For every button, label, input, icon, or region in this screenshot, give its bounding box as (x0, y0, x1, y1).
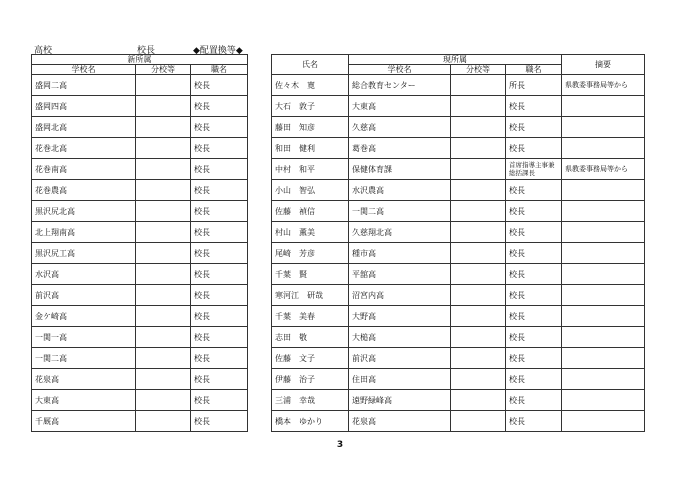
current-branch-cell (451, 264, 506, 285)
current-school-cell: 久慈高 (349, 117, 451, 138)
personnel-table (31, 54, 645, 432)
new-title-cell: 校長 (191, 264, 248, 285)
separator-cell (248, 369, 272, 390)
current-title-header: 職名 (506, 65, 562, 75)
new-school-cell: 水沢高 (32, 264, 136, 285)
table-row (32, 222, 645, 243)
new-school-cell: 一関二高 (32, 348, 136, 369)
separator-cell (248, 96, 272, 117)
name-cell: 佐々木 寛 (272, 75, 349, 96)
new-branch-cell (136, 285, 191, 306)
remarks-cell (562, 306, 645, 327)
header-category: 高校 (34, 46, 53, 56)
separator-cell (248, 75, 272, 96)
current-school-cell: 保健体育課 (349, 159, 451, 180)
current-school-cell: 大東高 (349, 96, 451, 117)
new-school-cell: 花巻北高 (32, 138, 136, 159)
current-affiliation-header: 現所属 (349, 55, 562, 65)
current-branch-cell (451, 138, 506, 159)
name-cell: 和田 健利 (272, 138, 349, 159)
new-branch-cell (136, 411, 191, 432)
table-row (32, 306, 645, 327)
new-title-cell: 校長 (191, 96, 248, 117)
new-branch-cell (136, 327, 191, 348)
new-branch-cell (136, 201, 191, 222)
name-cell: 大石 敦子 (272, 96, 349, 117)
name-cell: 橋本 ゆかり (272, 411, 349, 432)
current-school-cell: 遠野緑峰高 (349, 390, 451, 411)
new-title-cell: 校長 (191, 180, 248, 201)
name-cell: 志田 敬 (272, 327, 349, 348)
current-title-cell: 校長 (506, 369, 562, 390)
current-school-cell: 花泉高 (349, 411, 451, 432)
remarks-cell (562, 180, 645, 201)
new-title-cell: 校長 (191, 348, 248, 369)
current-branch-header: 分校等 (451, 65, 506, 75)
current-branch-cell (451, 222, 506, 243)
current-school-cell: 大槌高 (349, 327, 451, 348)
new-title-cell: 校長 (191, 138, 248, 159)
name-cell: 佐藤 禎信 (272, 201, 349, 222)
table-row (32, 390, 645, 411)
name-header: 氏名 (272, 55, 349, 75)
table-row (32, 243, 645, 264)
header-note: ◆配置換等◆ (193, 46, 243, 56)
current-school-cell: 葛巻高 (349, 138, 451, 159)
remarks-cell (562, 348, 645, 369)
remarks-cell: 県教委事務局等から (562, 75, 645, 96)
new-title-cell: 校長 (191, 327, 248, 348)
name-cell: 伊藤 治子 (272, 369, 349, 390)
table-row (32, 180, 645, 201)
new-school-cell: 大東高 (32, 390, 136, 411)
current-title-cell: 校長 (506, 117, 562, 138)
current-branch-cell (451, 369, 506, 390)
current-branch-cell (451, 306, 506, 327)
name-cell: 寒河江 研哉 (272, 285, 349, 306)
separator-cell (248, 159, 272, 180)
new-branch-cell (136, 264, 191, 285)
remarks-cell (562, 327, 645, 348)
remarks-cell (562, 369, 645, 390)
current-title-cell: 校長 (506, 306, 562, 327)
current-school-cell: 住田高 (349, 369, 451, 390)
current-branch-cell (451, 75, 506, 96)
current-school-cell: 種市高 (349, 243, 451, 264)
new-title-cell: 校長 (191, 243, 248, 264)
separator-cell (248, 138, 272, 159)
new-school-header: 学校名 (32, 65, 136, 75)
new-branch-cell (136, 96, 191, 117)
new-school-cell: 盛岡二高 (32, 75, 136, 96)
new-branch-cell (136, 243, 191, 264)
table-row (32, 411, 645, 432)
remarks-cell (562, 201, 645, 222)
separator-cell (248, 306, 272, 327)
new-school-cell: 金ケ崎高 (32, 306, 136, 327)
new-title-header: 職名 (191, 65, 248, 75)
current-branch-cell (451, 201, 506, 222)
name-cell: 中村 和平 (272, 159, 349, 180)
separator-cell (248, 180, 272, 201)
current-title-cell: 校長 (506, 243, 562, 264)
header-position: 校長 (137, 46, 156, 56)
separator-cell (248, 285, 272, 306)
current-school-cell: 一関二高 (349, 201, 451, 222)
remarks-cell (562, 138, 645, 159)
new-branch-cell (136, 348, 191, 369)
current-title-cell: 校長 (506, 180, 562, 201)
remarks-cell (562, 411, 645, 432)
new-branch-cell (136, 159, 191, 180)
new-school-cell: 黒沢尻北高 (32, 201, 136, 222)
new-school-cell: 前沢高 (32, 285, 136, 306)
table-row (32, 348, 645, 369)
new-title-cell: 校長 (191, 75, 248, 96)
new-school-cell: 千厩高 (32, 411, 136, 432)
remarks-cell (562, 285, 645, 306)
remarks-header: 摘要 (562, 55, 645, 75)
current-title-cell: 校長 (506, 411, 562, 432)
current-branch-cell (451, 285, 506, 306)
current-school-cell: 沼宮内高 (349, 285, 451, 306)
current-branch-cell (451, 96, 506, 117)
new-school-cell: 一関一高 (32, 327, 136, 348)
table-row (32, 327, 645, 348)
name-cell: 千葉 賢 (272, 264, 349, 285)
current-school-cell: 平舘高 (349, 264, 451, 285)
name-cell: 佐藤 文子 (272, 348, 349, 369)
current-branch-cell (451, 348, 506, 369)
new-school-cell: 盛岡北高 (32, 117, 136, 138)
table-row (32, 264, 645, 285)
separator-cell (248, 411, 272, 432)
current-title-cell: 校長 (506, 264, 562, 285)
current-school-cell: 水沢農高 (349, 180, 451, 201)
current-school-header: 学校名 (349, 65, 451, 75)
table-row (32, 75, 645, 96)
new-school-cell: 黒沢尻工高 (32, 243, 136, 264)
table-row (32, 285, 645, 306)
current-school-cell: 大野高 (349, 306, 451, 327)
new-school-cell: 花巻南高 (32, 159, 136, 180)
new-branch-cell (136, 390, 191, 411)
separator-cell (248, 117, 272, 138)
remarks-cell (562, 264, 645, 285)
separator-cell (248, 222, 272, 243)
current-branch-cell (451, 411, 506, 432)
table-row (32, 201, 645, 222)
new-title-cell: 校長 (191, 411, 248, 432)
current-school-cell: 前沢高 (349, 348, 451, 369)
new-branch-cell (136, 306, 191, 327)
table-row (32, 138, 645, 159)
remarks-cell (562, 222, 645, 243)
current-branch-cell (451, 243, 506, 264)
separator-cell (248, 201, 272, 222)
current-branch-cell (451, 180, 506, 201)
new-branch-cell (136, 75, 191, 96)
new-title-cell: 校長 (191, 390, 248, 411)
current-branch-cell (451, 159, 506, 180)
current-school-cell: 久慈翔北高 (349, 222, 451, 243)
current-title-cell: 校長 (506, 222, 562, 243)
separator-cell (248, 390, 272, 411)
remarks-cell (562, 96, 645, 117)
name-cell: 三浦 幸哉 (272, 390, 349, 411)
current-school-cell: 総合教育センター (349, 75, 451, 96)
separator-cell (248, 348, 272, 369)
current-branch-cell (451, 390, 506, 411)
table-row (32, 96, 645, 117)
remarks-cell (562, 117, 645, 138)
separator-cell (248, 243, 272, 264)
new-branch-cell (136, 222, 191, 243)
name-cell: 千葉 美春 (272, 306, 349, 327)
current-title-cell: 校長 (506, 390, 562, 411)
current-title-cell: 校長 (506, 327, 562, 348)
new-school-cell: 盛岡四高 (32, 96, 136, 117)
new-school-cell: 花泉高 (32, 369, 136, 390)
name-cell: 尾崎 芳彦 (272, 243, 349, 264)
page-number: 3 (336, 440, 344, 450)
table-row (32, 369, 645, 390)
remarks-cell (562, 243, 645, 264)
table-row (32, 159, 645, 180)
name-cell: 村山 薫美 (272, 222, 349, 243)
new-school-cell: 北上翔南高 (32, 222, 136, 243)
new-branch-cell (136, 138, 191, 159)
new-title-cell: 校長 (191, 369, 248, 390)
remarks-cell: 県教委事務局等から (562, 159, 645, 180)
current-branch-cell (451, 327, 506, 348)
new-branch-cell (136, 117, 191, 138)
current-title-cell: 首席指導主事兼総括課長 (506, 159, 562, 180)
new-branch-cell (136, 180, 191, 201)
new-title-cell: 校長 (191, 306, 248, 327)
current-title-cell: 校長 (506, 201, 562, 222)
new-branch-header: 分校等 (136, 65, 191, 75)
table-row (32, 117, 645, 138)
current-title-cell: 校長 (506, 348, 562, 369)
current-branch-cell (451, 117, 506, 138)
current-title-cell: 校長 (506, 96, 562, 117)
name-cell: 藤田 知彦 (272, 117, 349, 138)
new-affiliation-header: 新所属 (32, 55, 248, 65)
new-branch-cell (136, 369, 191, 390)
current-title-cell: 校長 (506, 138, 562, 159)
current-title-cell: 校長 (506, 285, 562, 306)
remarks-cell (562, 390, 645, 411)
new-title-cell: 校長 (191, 117, 248, 138)
new-title-cell: 校長 (191, 201, 248, 222)
separator-cell (248, 327, 272, 348)
new-school-cell: 花巻農高 (32, 180, 136, 201)
new-title-cell: 校長 (191, 222, 248, 243)
new-title-cell: 校長 (191, 159, 248, 180)
separator-cell (248, 264, 272, 285)
new-title-cell: 校長 (191, 285, 248, 306)
current-title-cell: 所長 (506, 75, 562, 96)
name-cell: 小山 智弘 (272, 180, 349, 201)
separator-cell (248, 55, 272, 75)
